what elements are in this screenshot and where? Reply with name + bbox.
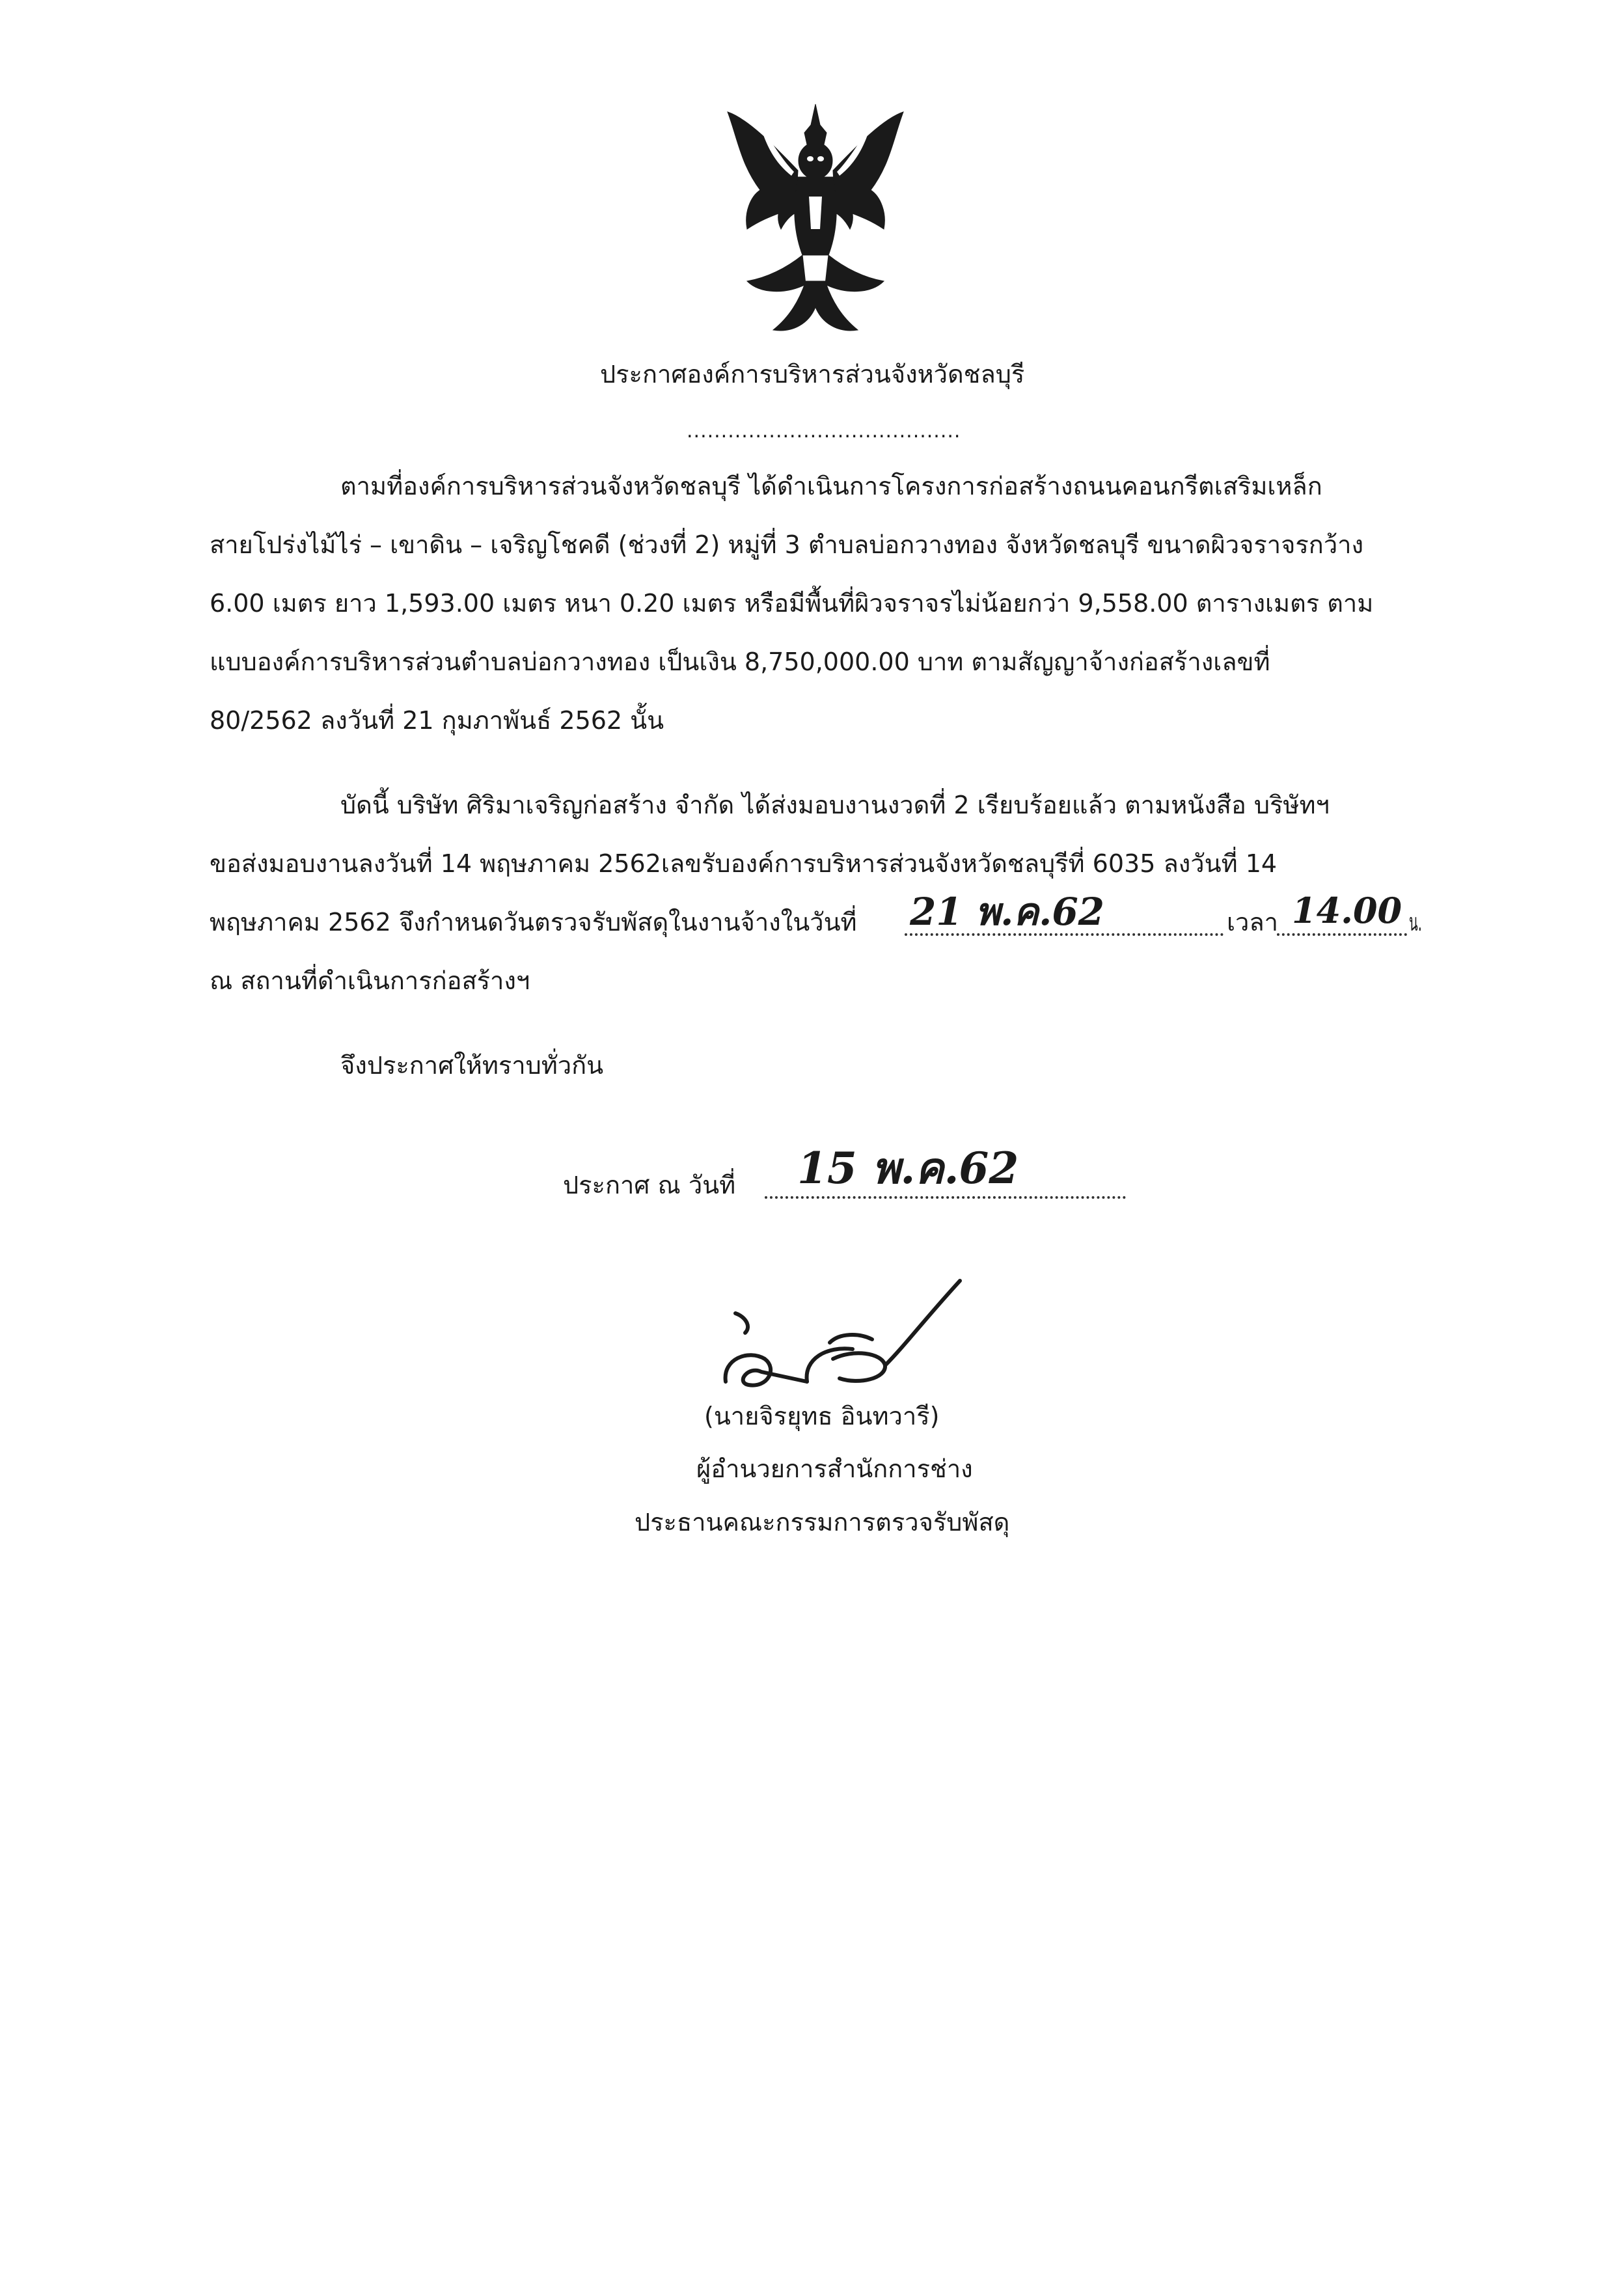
handwritten-announcement-date: 15 พ.ค.62 [797,1143,1019,1194]
paragraph-line: ณ สถานที่ดำเนินการก่อสร้างฯ [210,966,530,995]
time-fill-line [1277,933,1407,936]
paragraph-line: ขอส่งมอบงานลงวันที่ 14 พฤษภาคม 2562เลขรับองค์การบริหารส่วนจังหวัดชลบุรีที่ 6035 ลงวันที่ 14 [210,849,1278,878]
signatory-position: ผู้อำนวยการสำนักการช่าง [696,1455,973,1483]
announcement-date-label: ประกาศ ณ วันที่ [563,1171,736,1199]
title-separator: ........................................ [687,420,961,443]
handwritten-inspection-time: 14.00 [1292,890,1402,931]
document-title: ประกาศองค์การบริหารส่วนจังหวัดชลบุรี [600,360,1025,389]
paragraph-line: บัดนี้ บริษัท ศิริมาเจริญก่อสร้าง จำกัด ได้ส่งมอบงานงวดที่ 2 เรียบร้อยแล้ว ตามหนังสือ บริษัทฯ [340,791,1330,819]
handwritten-signature-icon [709,1268,983,1398]
time-label: เวลา [1227,908,1278,936]
paragraph-line: 6.00 เมตร ยาว 1,593.00 เมตร หนา 0.20 เมตร หรือมีพื้นที่ผิวจราจรไม่น้อยกว่า 9,558.00 ตารางเมตร ตาม [210,589,1374,618]
signatory-role: ประธานคณะกรรมการตรวจรับพัสดุ [635,1508,1010,1537]
paragraph-line: แบบองค์การบริหารส่วนตำบลบ่อกวางทอง เป็นเงิน 8,750,000.00 บาท ตามสัญญาจ้างก่อสร้างเลขที่ [210,648,1270,676]
closing-statement: จึงประกาศให้ทราบทั่วกัน [340,1051,604,1080]
paragraph-line: สายโปร่งไม้ไร่ – เขาดิน – เจริญโชคดี (ช่วงที่ 2) หมู่ที่ 3 ตำบลบ่อกวางทอง จังหวัดชลบุรี ขนาดผิวจราจรกว้าง [210,530,1364,559]
handwritten-inspection-date: 21 พ.ค.62 [910,890,1105,934]
paragraph-line: ตามที่องค์การบริหารส่วนจังหวัดชลบุรี ได้ดำเนินการโครงการก่อสร้างถนนคอนกรีตเสริมเหล็ก [340,472,1322,500]
signatory-name: (นายจิรยุทธ อินทวารี) [704,1402,940,1430]
announcement-date-fill-line [765,1196,1126,1199]
inspection-date-label: พฤษภาคม 2562 จึงกำหนดวันตรวจรับพัสดุในงานจ้างในวันที่ [210,908,857,936]
time-suffix: น. [1409,908,1423,936]
paragraph-line: 80/2562 ลงวันที่ 21 กุมภาพันธ์ 2562 นั้น [210,706,664,735]
garuda-emblem-icon [721,99,910,343]
